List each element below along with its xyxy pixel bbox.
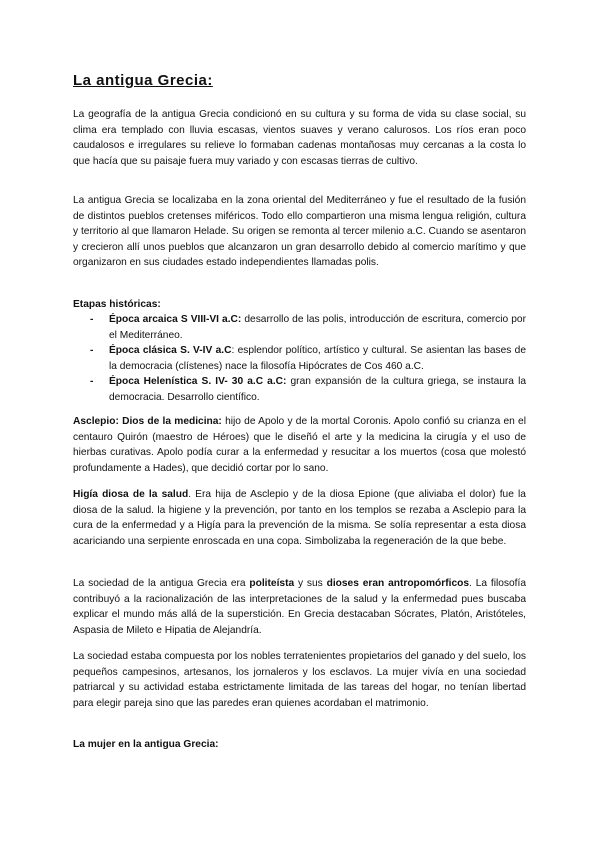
higia-text: . Era hija de Asclepio y de la diosa Epione (que aliviaba el dolor) fue la diosa de la salud. la higiene y la prevención, por tanto en los templos se rezaba a Asclepio para la cura de la enfermedad y a Higía para la prevención de la misma. Se solía representar a esta diosa acariciando una serpiente enroscada en una copa. Simbolizaba la regeneración de la que bebe. — [73, 489, 526, 547]
etapa-label: Época clásica S. V-IV a.C — [109, 345, 232, 357]
list-item — [73, 312, 526, 343]
etapa-label: Época arcaica S VIII-VI a.C: — [109, 314, 242, 325]
etapa-text: gran expansión de la cultura griega, se instaura la democracia. Desarrollo científico. — [109, 376, 526, 403]
text-fragment: y sus — [294, 578, 327, 589]
list-dash: - — [90, 314, 94, 325]
list-item — [73, 374, 526, 405]
paragraph-geografia: La geografía de la antigua Grecia condicionó en su cultura y su forma de vida su clase social, su clima era templado con lluvia escasas, vientos suaves y verano calurosos. Los ríos eran poco caudalosos e irregulares su relieve lo formaban cadenas montañosas muy cercanas a la costa lo que hacía que su paisaje fuera muy variado y con escasas tierras de cultivo. — [73, 109, 526, 167]
politeista-bold: politeísta — [249, 578, 295, 589]
paragraph-localizacion: La antigua Grecia se localizaba en la zona oriental del Mediterráneo y fue el resultado de la fusión de distintos pueblos cretenses miféricos. Todo ello compartieron una misma lengua religión, cultura y territorio al que llamaron Helade. Su origen se remonta al tercer milenio a.C. Cuando se asentaron y crecieron allí unos pueblos que alcanzaron un gran desarrollo debido al comercio marítimo y que organizaron en sus ciudades estado independientes llamadas polis. — [73, 195, 526, 269]
list-dash: - — [90, 376, 94, 388]
etapa-text: desarrollo de las polis, introducción de escritura, comercio por el Mediterráneo. — [109, 314, 526, 341]
mujer-heading: La mujer en la antigua Grecia: — [73, 739, 219, 750]
etapas-list — [73, 312, 526, 406]
paragraph-sociedad-estructura: La sociedad estaba compuesta por los nobles terratenientes propietarios del ganado y del suelo, los pequeños campesinos, artesanos, los jornaleros y los esclavos. La mujer vivía en una sociedad patriarcal y su actividad estaba estrictamente limitada de las tareas del hogar, no tenían libertad para elegir pareja sino que las paredes eran quienes acordaban el matrimonio. — [73, 651, 526, 709]
text-fragment: . La filosofía contribuyó a la racionalización de las interpretaciones de la salud y la enfermedad pues buscaba explicar el mundo más allá de la superstición. En Grecia destacaban Sócrates, Platón, Aristóteles, Aspasia de Mileto e Hipatia de Alejandría. — [73, 578, 526, 636]
list-dash: - — [90, 345, 94, 357]
asclepio-text: hijo de Apolo y de la mortal Coronis. Apolo confió su crianza en el centauro Quirón (maestro de Héroes) que le diseñó el arte y la medicina la cirugía y el uso de hierbas curativas. Apolo podía curar a la enfermedad y resucitar a los muertos (cosa que molestó profundamente a Hades), que decidió cortar por lo sano. — [73, 416, 526, 474]
antropomorficos-bold: dioses eran antropomórficos — [326, 578, 470, 589]
paragraph-sociedad-religion — [73, 576, 526, 638]
etapa-text: : esplendor político, artístico y cultural. Se asientan las bases de la democracia (clístenes) nace la filosofía Hipócrates de Cos 460 a.C. — [109, 345, 526, 372]
page-title: La antigua Grecia: — [73, 72, 213, 89]
asclepio-label: Asclepio: Dios de la medicina: — [73, 416, 222, 427]
text-fragment: La sociedad de la antigua Grecia era — [73, 578, 250, 589]
higia-label: Higía diosa de la salud — [73, 489, 189, 500]
etapa-label: Época Helenística S. IV- 30 a.C a.C: — [109, 376, 287, 388]
paragraph-higia — [73, 487, 526, 549]
paragraph-asclepio — [73, 414, 526, 476]
list-item — [73, 343, 526, 374]
etapas-heading: Etapas históricas: — [73, 299, 161, 310]
